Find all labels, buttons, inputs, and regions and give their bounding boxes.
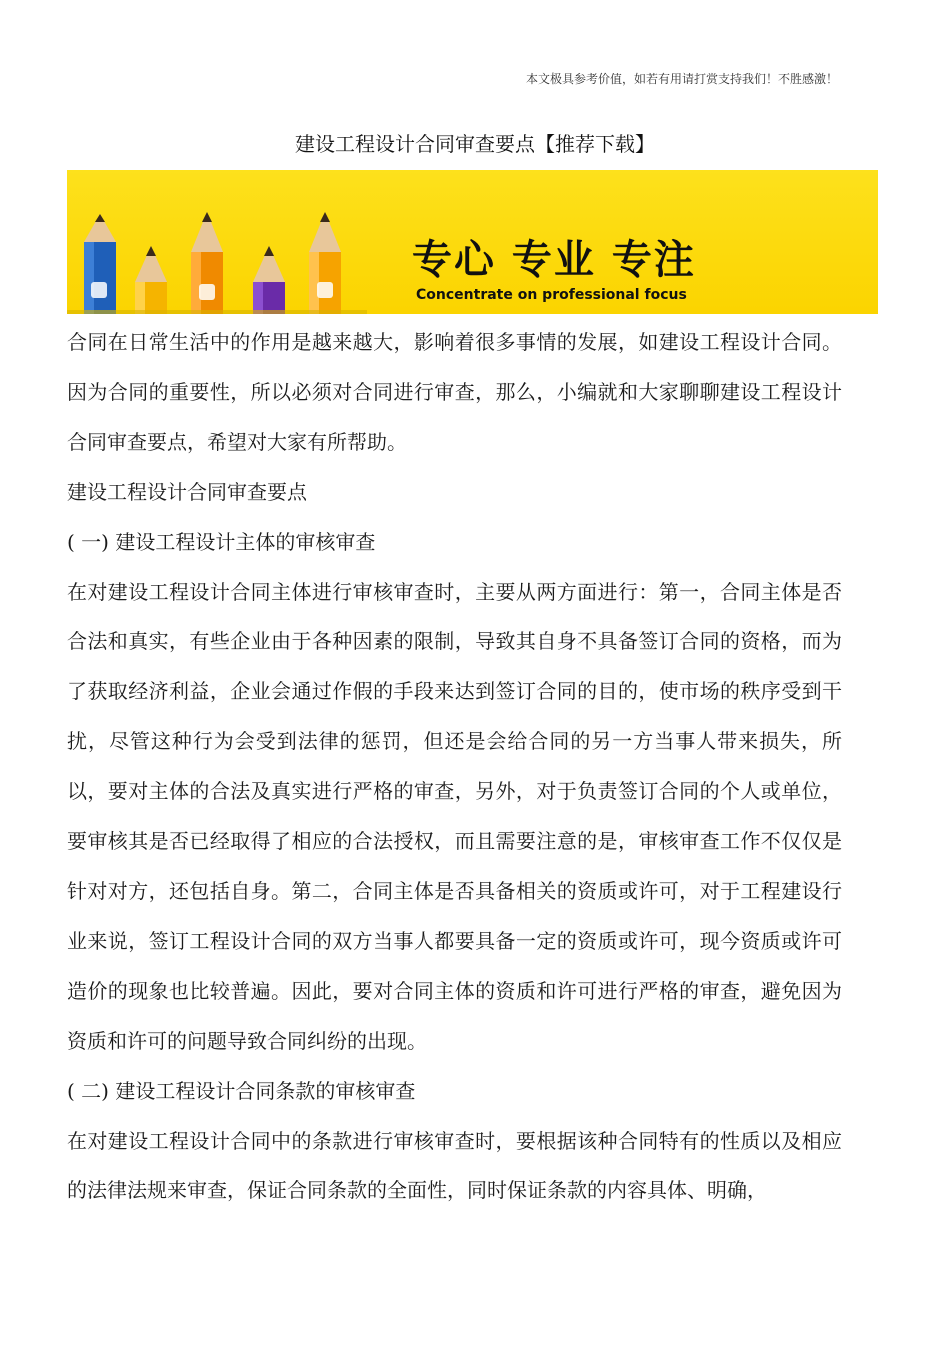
amber-pencil-icon (309, 212, 341, 314)
banner-tagline: Concentrate on professional focus (416, 287, 687, 303)
section-heading: 建设工程设计合同审查要点 (67, 479, 307, 504)
banner-image (67, 170, 878, 314)
body-paragraph-2: 在对建设工程设计合同中的条款进行审核审查时，要根据该种合同特有的性质以及相应的法律法规来审查，保证合同条款的全面性，同时保证条款的内容具体、明确， (67, 1128, 842, 1203)
intro-paragraph: 合同在日常生活中的作用是越来越大，影响着很多事情的发展，如建设工程设计合同。因为合同的重要性，所以必须对合同进行审查，那么，小编就和大家聊聊建设工程设计合同审查要点，希望对大家有所帮助。 (67, 330, 842, 454)
document-title: 建设工程设计合同审查要点【推荐下载】 (295, 132, 655, 156)
yellow-pencil-icon (135, 246, 167, 314)
subsection-heading-1: ( 一) 建设工程设计主体的审核审查 (67, 529, 376, 554)
article-body (67, 318, 842, 1216)
banner-headline: 专心 专业 专注 (412, 237, 696, 283)
body-paragraph-1: 在对建设工程设计合同主体进行审核审查时，主要从两方面进行：第一，合同主体是否合法和真实，有些企业由于各种因素的限制，导致其自身不具备签订合同的资格，而为了获取经济利益，企业会通过作假的手段来达到签订合同的目的，使市场的秩序受到干扰，尽管这种行为会受到法律的惩罚，但还是会给合同的另一方当事人带来损失，所以，要对主体的合法及真实进行严格的审查，另外，对于负责签订合同的个人或单位，要审核其是否已经取得了相应的合法授权，而且需要注意的是，审核审查工作不仅仅是针对对方，还包括自身。第二，合同主体是否具备相关的资质或许可，对于工程建设行业来说，签订工程设计合同的双方当事人都要具备一定的资质或许可，现今资质或许可造价的现象也比较普遍。因此，要对合同主体的资质和许可进行严格的审查，避免因为资质和许可的问题导致合同纠纷的出现。 (67, 579, 842, 1053)
orange-pencil-icon (191, 212, 223, 314)
subsection-heading-2: ( 二) 建设工程设计合同条款的审核审查 (67, 1078, 416, 1103)
blue-pencil-icon (84, 214, 116, 314)
purple-pencil-icon (253, 246, 285, 314)
header-note: 本文极具参考价值，如若有用请打赏支持我们！不胜感激！ (525, 72, 838, 86)
